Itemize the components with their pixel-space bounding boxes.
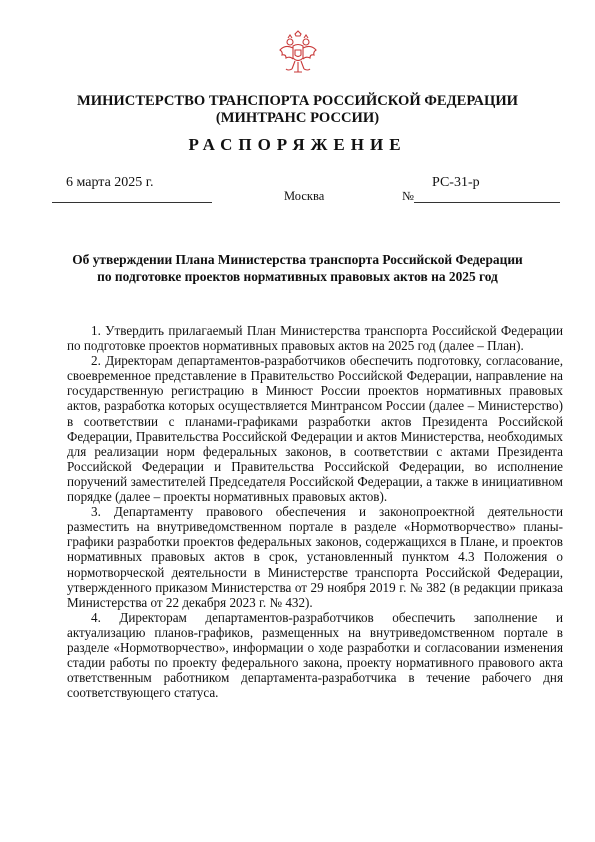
number-sign: № [402, 189, 414, 203]
document-body [67, 323, 563, 700]
document-type-title: РАСПОРЯЖЕНИЕ [188, 135, 407, 154]
ministry-name-line2: (МИНТРАНС РОССИИ) [215, 110, 380, 126]
date-underline [52, 202, 212, 203]
ministry-name-line1: МИНИСТЕРСТВО ТРАНСПОРТА РОССИЙСКОЙ ФЕДЕРАЦИИ [76, 93, 519, 109]
paragraph-1: 1. Утвердить прилагаемый План Министерства транспорта Российской Федерации по подготовке проектов нормативных правовых актов на 2025 год (далее – План). [67, 323, 563, 354]
subject-line1: Об утверждении Плана Министерства транспорта Российской Федерации [72, 252, 523, 267]
number-underline [414, 202, 560, 203]
paragraph-4: 4. Директорам департаментов-разработчиков обеспечить заполнение и актуализацию планов-графиков, размещенных на внутриведомственном портале в разделе «Нормотворчество», информации о ходе разработки и согласовании изменения стадии работы по проекту федерального закона, проекту нормативного правового акта ответственным работником департамента-разработчика в течение рабочего дня соответствующего статуса. [67, 609, 563, 701]
ministry-name [40, 93, 555, 127]
paragraph-2: 2. Директорам департаментов-разработчиков обеспечить подготовку, согласование, своевременное представление в Правительство Российской Федерации, направление на государственную регистрацию в Минюст России проектов нормативных правовых актов, разработка которых осуществляется Минтрансом России (далее – Министерство) в соответствии с планами-графиками разработки актов Президента Российской Федерации, Правительства Российской Федерации и актов Министерства, необходимых для реализации норм федеральных законов, в соответствии с актами Президента Российской Федерации и Правительства Российской Федерации, во исполнение поручений заместителей Председателя Российской Федерации, а также в инициативном порядке (далее – проекты нормативных правовых актов). [67, 353, 563, 505]
document-date: 6 марта 2025 г. [66, 175, 154, 190]
paragraph-3: 3. Департаменту правового обеспечения и законопроектной деятельности разместить на внутриведомственном портале в разделе «Нормотворчество» планы-графики разработки проектов федеральных законов, содержащихся в Плане, и проектов нормативных правовых актов в срок, установленный пунктом 4.3 Положения о нормотворческой деятельности в Министерстве транспорта Российской Федерации, утвержденного приказом Министерства от 29 ноября 2019 г. № 382 (в редакции приказа Министерства от 22 декабря 2023 г. № 432). [67, 504, 563, 610]
document-subject [40, 251, 555, 285]
subject-line2: по подготовке проектов нормативных правовых актов на 2025 год [97, 269, 498, 284]
double-headed-eagle-icon [278, 30, 318, 80]
document-city: Москва [284, 189, 325, 203]
document-number: РС-31-р [432, 175, 480, 190]
